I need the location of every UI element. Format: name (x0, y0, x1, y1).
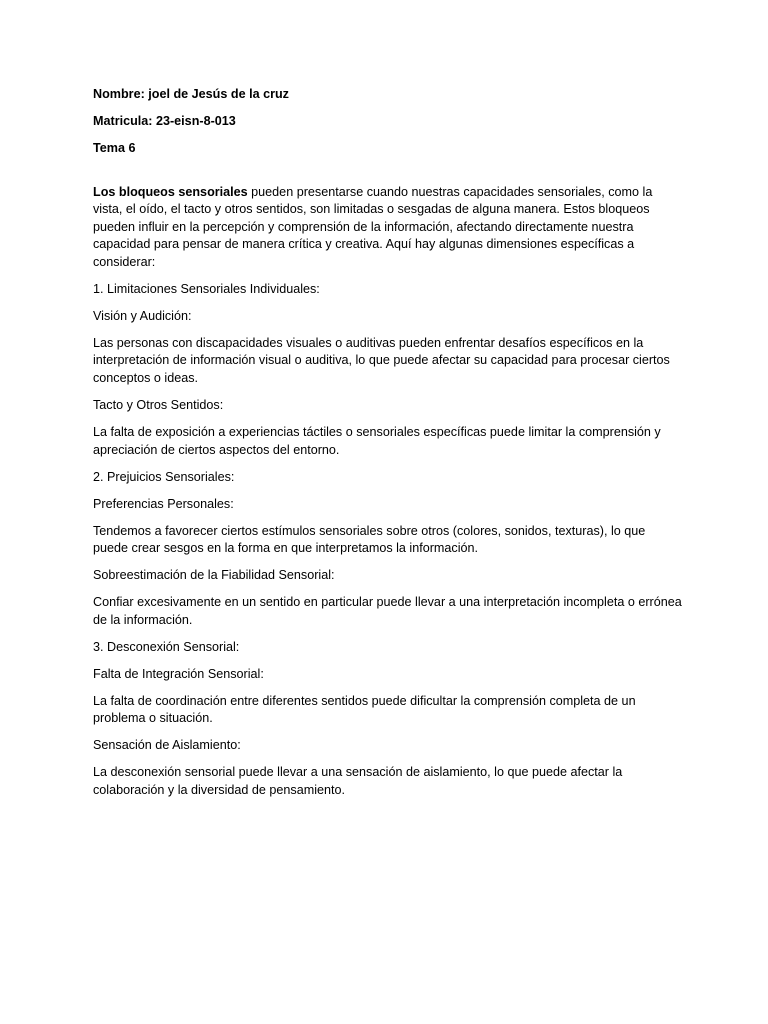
document-header (93, 86, 683, 158)
section-2-sub2-text: Confiar excesivamente en un sentido en particular puede llevar a una interpretación incompleta o errónea de la información. (93, 595, 682, 627)
student-id: Matricula: 23-eisn-8-013 (93, 113, 236, 128)
topic-number: Tema 6 (93, 140, 136, 155)
intro-lead-bold: Los bloqueos sensoriales (93, 184, 248, 199)
section-3-sub1-title: Falta de Integración Sensorial: (93, 666, 264, 681)
section-2-sub2-title: Sobreestimación de la Fiabilidad Sensorial: (93, 568, 335, 583)
intro-text: pueden presentarse cuando nuestras capacidades sensoriales, como la vista, el oído, el tacto y otros sentidos, son limitadas o sesgadas de alguna manera. Estos bloqueos pueden influir en la percepción y comprensión de la información, afectando directamente nuestra capacidad para pensar de manera crítica y creativa. Aquí hay algunas dimensiones específicas a considerar: (93, 184, 653, 269)
section-1-heading: 1. Limitaciones Sensoriales Individuales: (93, 281, 320, 296)
section-1-sub1-text: Las personas con discapacidades visuales o auditivas pueden enfrentar desafíos específicos en la interpretación de información visual o auditiva, lo que puede afectar su capacidad para procesar ciertos conceptos o ideas. (93, 335, 670, 386)
section-3-heading: 3. Desconexión Sensorial: (93, 639, 240, 654)
section-2-sub1-title: Preferencias Personales: (93, 496, 234, 511)
section-3-sub2-text: La desconexión sensorial puede llevar a una sensación de aislamiento, lo que puede afectar la colaboración y la diversidad de pensamiento. (93, 765, 623, 797)
section-2-heading: 2. Prejuicios Sensoriales: (93, 469, 235, 484)
section-1-sub2-text: La falta de exposición a experiencias táctiles o sensoriales específicas puede limitar la comprensión y apreciación de ciertos aspectos del entorno. (93, 425, 661, 457)
section-2-sub1-text: Tendemos a favorecer ciertos estímulos sensoriales sobre otros (colores, sonidos, texturas), lo que puede crear sesgos en la forma en que interpretamos la información. (93, 523, 646, 556)
intro-paragraph (93, 184, 683, 272)
section-3-sub1-text: La falta de coordinación entre diferentes sentidos puede dificultar la comprensión completa de un problema o situación. (93, 693, 636, 726)
section-3-sub2-title: Sensación de Aislamiento: (93, 738, 241, 753)
student-name: Nombre: joel de Jesús de la cruz (93, 87, 289, 101)
document-page (93, 86, 683, 809)
section-1-sub2-title: Tacto y Otros Sentidos: (93, 398, 224, 413)
section-1-sub1-title: Visión y Audición: (93, 308, 192, 323)
